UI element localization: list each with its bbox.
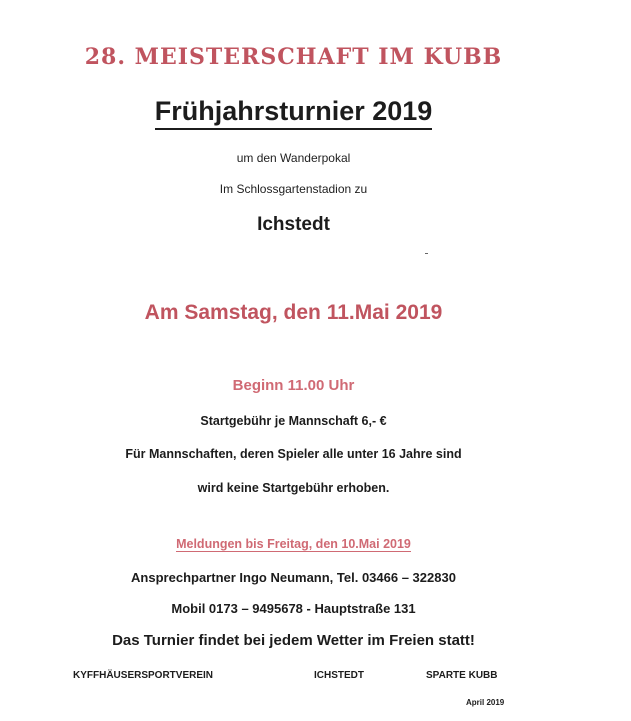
registration-deadline-text: Meldungen bis Freitag, den 10.Mai 2019 — [176, 537, 411, 551]
contact-line-1: Ansprechpartner Ingo Neumann, Tel. 03466 – 322830 — [131, 570, 456, 585]
entry-fee: Startgebühr je Mannschaft 6,- € — [200, 414, 387, 428]
youth-note-line-1: Für Mannschaften, deren Spieler alle unter 16 Jahre sind — [125, 447, 462, 461]
start-time: Beginn 11.00 Uhr — [232, 377, 355, 394]
footer-location: ICHSTEDT — [314, 670, 364, 681]
youth-note-line-2: wird keine Startgebühr erhoben. — [197, 481, 390, 495]
venue-subtitle: Im Schlossgartenstadion zu — [219, 182, 368, 196]
trophy-subtitle: um den Wanderpokal — [236, 151, 351, 165]
scan-speck — [425, 253, 428, 254]
footer-issue-date: April 2019 — [466, 698, 505, 707]
tournament-title — [0, 96, 609, 127]
event-date: Am Samstag, den 11.Mai 2019 — [144, 301, 443, 324]
championship-headline: 28. MEISTERSCHAFT IM KUBB — [84, 44, 503, 70]
weather-note: Das Turnier findet bei jedem Wetter im Freien statt! — [112, 632, 475, 649]
footer-division: SPARTE KUBB — [426, 670, 498, 681]
tournament-title-text: Frühjahrsturnier 2019 — [155, 96, 433, 130]
town-name: Ichstedt — [257, 214, 330, 235]
registration-deadline — [0, 537, 609, 551]
footer-organization: KYFFHÄUSERSPORTVEREIN — [73, 670, 214, 681]
contact-line-2: Mobil 0173 – 9495678 - Hauptstraße 131 — [171, 601, 416, 616]
